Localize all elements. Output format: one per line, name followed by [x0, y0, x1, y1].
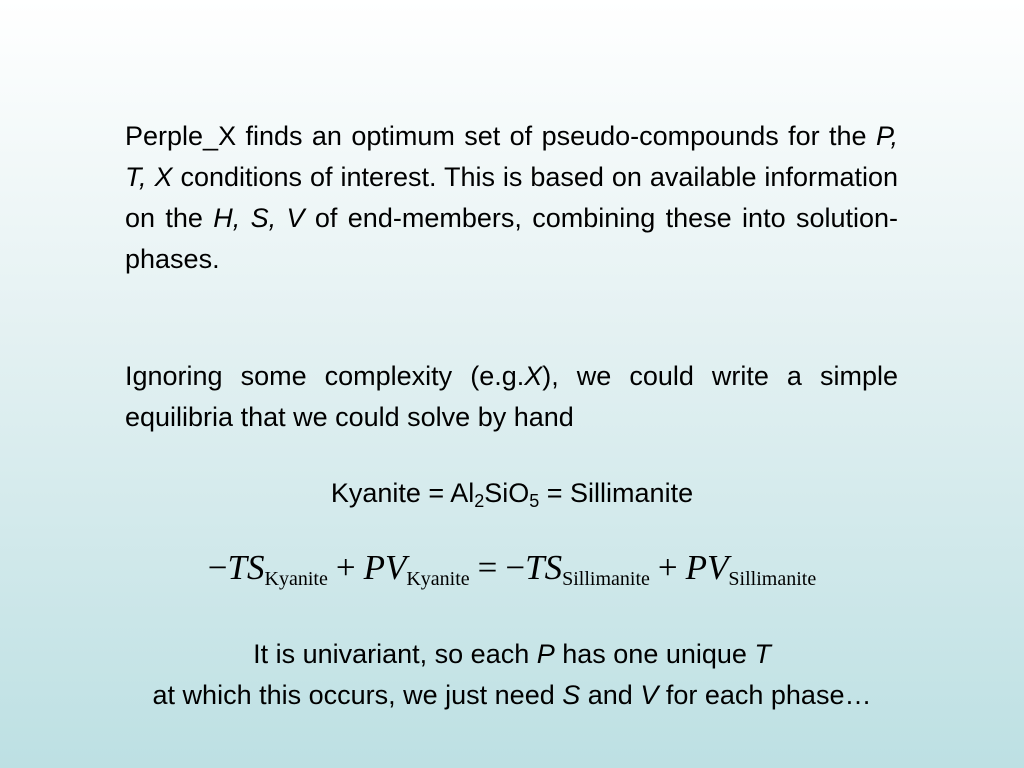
- eq-pv-kyanite: PV: [363, 548, 407, 587]
- intro-vars-ptx: P, T, X: [125, 121, 898, 192]
- eq-pv-sillimanite: PV: [685, 548, 729, 587]
- simplification-var-x: X: [524, 361, 543, 391]
- eq-sub-sillimanite-2: Sillimanite: [728, 568, 817, 590]
- reaction-left: Kyanite = Al: [330, 478, 475, 508]
- intro-vars-hsv: H, S, V: [213, 203, 305, 233]
- reaction-line: [0, 475, 1024, 519]
- conclusion-var-t: T: [754, 639, 771, 669]
- intro-text-3: of end-members, combining these into solution-phases.: [125, 203, 898, 274]
- simplification-text-1: Ignoring some complexity (e.g.: [125, 361, 525, 391]
- simplification-paragraph: [125, 356, 898, 438]
- intro-text-2: conditions of interest. This is based on available information on the: [125, 162, 898, 233]
- simplification-text-2: ), we could write a simple equilibria that we could solve by hand: [125, 361, 898, 432]
- equilibrium-equation: [0, 543, 1024, 604]
- conclusion-text-2: has one unique: [554, 639, 755, 669]
- conclusion-paragraph: [0, 634, 1024, 716]
- eq-plus-2: +: [657, 548, 678, 587]
- intro-text-1: Perple_X finds an optimum set of pseudo-compounds for the: [125, 121, 876, 151]
- conclusion-text-1: It is univariant, so each: [253, 639, 537, 669]
- eq-minus-2: −: [505, 548, 526, 587]
- conclusion-var-s: S: [562, 680, 581, 710]
- reaction-right: = Sillimanite: [539, 478, 694, 508]
- reaction-sub-o: 5: [529, 491, 540, 511]
- eq-sub-sillimanite-1: Sillimanite: [562, 568, 650, 590]
- reaction-mid: SiO: [484, 478, 530, 508]
- eq-ts-kyanite: TS: [227, 548, 265, 587]
- eq-ts-sillimanite: TS: [525, 548, 563, 587]
- conclusion-var-p: P: [536, 639, 555, 669]
- conclusion-text-3: at which this occurs, we just need: [152, 680, 563, 710]
- conclusion-text-4: and: [580, 680, 641, 710]
- conclusion-text-5: for each phase…: [658, 680, 872, 710]
- intro-paragraph: [125, 116, 898, 280]
- reaction-sub-al: 2: [474, 491, 485, 511]
- eq-plus-1: +: [335, 548, 356, 587]
- eq-equals: =: [477, 548, 498, 587]
- eq-minus-1: −: [207, 548, 228, 587]
- eq-sub-kyanite-1: Kyanite: [264, 568, 328, 590]
- conclusion-var-v: V: [640, 680, 659, 710]
- eq-sub-kyanite-2: Kyanite: [406, 568, 470, 590]
